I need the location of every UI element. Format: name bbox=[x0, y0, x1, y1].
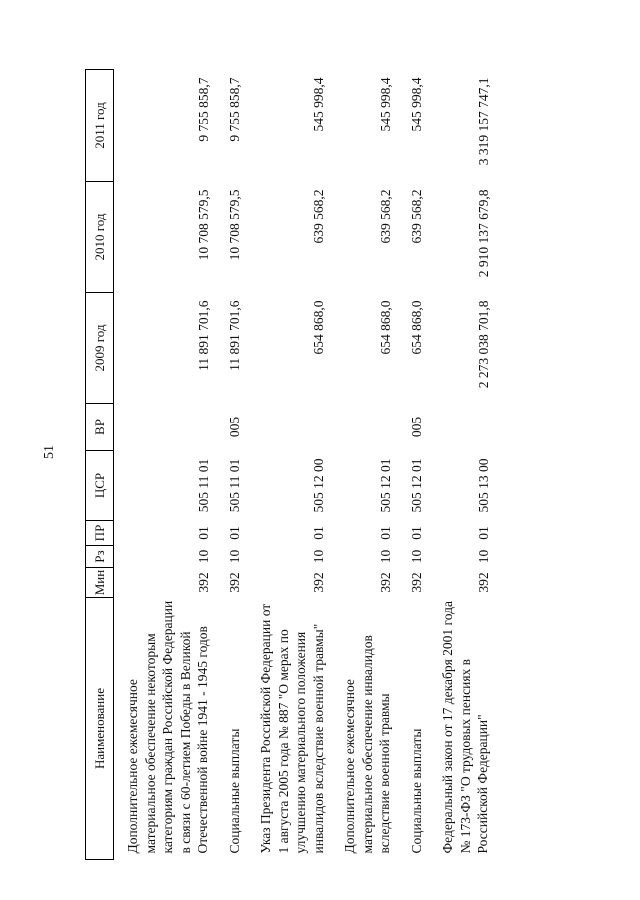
row-vr bbox=[439, 404, 492, 451]
header-min: Мин bbox=[86, 568, 114, 598]
row-min: 392 bbox=[377, 572, 393, 593]
row-rz: 10 bbox=[195, 549, 211, 564]
row-2011: 545 998,4 bbox=[377, 77, 393, 132]
header-vr: ВР bbox=[86, 404, 114, 451]
row-2010: 639 568,2 bbox=[377, 189, 393, 244]
table-row bbox=[408, 70, 426, 860]
row-vr bbox=[257, 404, 327, 451]
row-2011: 9 755 858,7 bbox=[227, 77, 242, 142]
row-csr: 505 12 01 bbox=[409, 458, 424, 513]
header-pr: ПР bbox=[86, 521, 114, 546]
row-min: 392 bbox=[409, 572, 424, 593]
row-2009: 11 891 701,6 bbox=[195, 300, 211, 371]
row-2009: 11 891 701,6 bbox=[227, 300, 242, 371]
header-2010: 2010 год bbox=[86, 182, 114, 293]
row-rz: 10 bbox=[227, 549, 242, 564]
row-spacer bbox=[212, 70, 226, 860]
row-2010: 639 568,2 bbox=[311, 189, 326, 244]
table-row bbox=[439, 70, 492, 860]
row-vr bbox=[341, 404, 394, 451]
row-csr: 505 12 01 bbox=[377, 458, 393, 513]
row-rz: 10 bbox=[475, 549, 491, 564]
row-name: Указ Президента Российской Федерации от 1 августа 2005 года № 887 "О мерах по улучшению материального положения инвалидов вследствие военной травмы" bbox=[258, 603, 326, 854]
table-row bbox=[257, 70, 327, 860]
row-csr: 505 13 00 bbox=[475, 458, 491, 513]
row-min: 392 bbox=[475, 572, 491, 593]
row-pr: 01 bbox=[409, 526, 424, 540]
budget-table-container bbox=[85, 70, 565, 860]
row-pr: 01 bbox=[195, 526, 211, 540]
row-pr: 01 bbox=[311, 526, 326, 540]
row-pr: 01 bbox=[475, 526, 491, 540]
row-spacer bbox=[327, 70, 341, 860]
row-spacer bbox=[243, 70, 257, 860]
row-min: 392 bbox=[227, 572, 242, 593]
row-name: Социальные выплаты bbox=[408, 728, 424, 854]
row-vr: 005 bbox=[409, 416, 424, 438]
row-min: 392 bbox=[311, 572, 326, 593]
row-2011: 545 998,4 bbox=[311, 77, 326, 132]
row-min: 392 bbox=[195, 572, 211, 593]
table-row bbox=[114, 70, 212, 860]
header-csr: ЦСР bbox=[86, 451, 114, 521]
row-2011: 545 998,4 bbox=[409, 77, 424, 132]
row-csr: 505 11 01 bbox=[195, 458, 211, 513]
row-2011: 3 319 157 747,1 bbox=[475, 77, 491, 166]
row-2010: 2 910 137 679,8 bbox=[475, 189, 491, 278]
row-csr: 505 11 01 bbox=[227, 458, 242, 513]
row-2009: 654 868,0 bbox=[409, 300, 424, 355]
table-row bbox=[226, 70, 244, 860]
row-spacer bbox=[425, 70, 439, 860]
header-2009: 2009 год bbox=[86, 293, 114, 404]
header-2011: 2011 год bbox=[86, 70, 114, 182]
row-2009: 2 273 038 701,8 bbox=[475, 300, 491, 389]
row-vr bbox=[114, 404, 212, 451]
row-2010: 10 708 579,5 bbox=[195, 189, 211, 261]
row-2011: 9 755 858,7 bbox=[195, 77, 211, 142]
row-rz: 10 bbox=[409, 549, 424, 564]
row-name: Дополнительное ежемесячное материальное обеспечение некоторым категориям граждан Российской Федерации в связи с 60-летием Победы в Великой Отечественной войне 1941 - 1945 годов bbox=[125, 600, 210, 854]
row-pr: 01 bbox=[377, 526, 393, 540]
header-name: Наименование bbox=[86, 598, 114, 860]
row-spacer bbox=[394, 70, 408, 860]
row-2009: 654 868,0 bbox=[311, 300, 326, 355]
budget-table bbox=[85, 69, 492, 860]
row-name: Дополнительное ежемесячное материальное обеспечение инвалидов вследствие военной травмы bbox=[342, 635, 392, 854]
row-csr: 505 12 00 bbox=[311, 458, 326, 513]
page-number: 51 bbox=[42, 445, 57, 459]
row-2010: 639 568,2 bbox=[409, 189, 424, 244]
row-2010: 10 708 579,5 bbox=[227, 189, 242, 261]
row-2009: 654 868,0 bbox=[377, 300, 393, 355]
table-row bbox=[341, 70, 394, 860]
row-rz: 10 bbox=[377, 549, 393, 564]
row-name: Социальные выплаты bbox=[226, 728, 242, 854]
table-header bbox=[86, 70, 114, 860]
header-rz: Рз bbox=[86, 546, 114, 568]
row-name: Федеральный закон от 17 декабря 2001 года № 173-ФЗ "О трудовых пенсиях в Российской Федерации" bbox=[440, 601, 490, 854]
row-rz: 10 bbox=[311, 549, 326, 564]
row-vr: 005 bbox=[227, 416, 242, 438]
row-pr: 01 bbox=[227, 526, 242, 540]
